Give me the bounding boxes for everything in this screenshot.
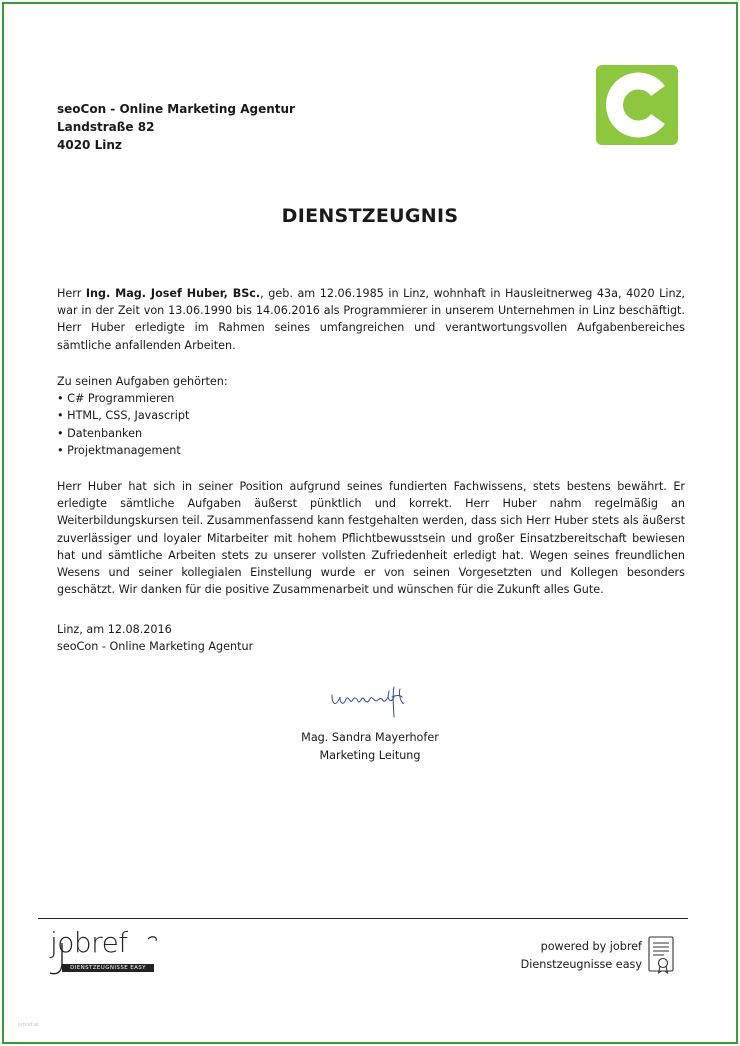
handwritten-signature bbox=[328, 683, 412, 719]
task-item: • Datenbanken bbox=[57, 425, 685, 442]
powered-line-2: Dienstzeugnisse easy bbox=[520, 957, 642, 971]
signer-block bbox=[250, 729, 490, 764]
place-date: Linz, am 12.08.2016 bbox=[57, 623, 172, 636]
footer-divider bbox=[38, 918, 688, 919]
signer-role: Marketing Leitung bbox=[319, 748, 421, 762]
task-heading: Zu seinen Aufgaben gehörten: bbox=[57, 375, 228, 388]
task-section bbox=[57, 373, 685, 459]
employee-name: Ing. Mag. Josef Huber, BSc. bbox=[85, 287, 261, 300]
closing-block bbox=[57, 621, 685, 655]
task-item: • C# Programmieren bbox=[57, 390, 685, 407]
powered-line-1: powered by jobref bbox=[540, 940, 642, 953]
powered-by bbox=[521, 938, 642, 973]
sender-city: 4020 Linz bbox=[57, 138, 122, 152]
intro-prefix: Herr bbox=[57, 287, 86, 300]
closing-company: seoCon - Online Marketing Agentur bbox=[57, 640, 254, 654]
seocon-logo-icon bbox=[596, 65, 678, 145]
signer-name: Mag. Sandra Mayerhofer bbox=[301, 731, 439, 744]
sender-street: Landstraße 82 bbox=[57, 120, 155, 134]
sender-company: seoCon - Online Marketing Agentur bbox=[57, 102, 295, 116]
task-item: • HTML, CSS, Javascript bbox=[57, 407, 685, 424]
intro-paragraph bbox=[57, 285, 685, 354]
jobref-wordmark: jobref bbox=[50, 926, 128, 959]
corner-mark: jobref.at bbox=[18, 1022, 39, 1028]
document-title: DIENSTZEUGNIS bbox=[281, 205, 459, 227]
sender-address bbox=[57, 100, 295, 154]
jobref-tagline: DIENSTZEUGNISSE EASY bbox=[62, 964, 154, 972]
assessment-paragraph: Herr Huber hat sich in seiner Position aufgrund seines fundierten Fachwissens, stets bestens bewährt. Er erledigte sämtliche Aufgaben äußerst pünktlich und korrekt. Herr Huber nahm regelmäßig an Weiterbildungskursen teil. Zusammenfassend kann festgehalten werden, dass sich Herr Huber stets als äußerst zuverlässiger und loyaler Mitarbeiter mit hohem Pflichtbewusstsein und großer Einsatzbereitschaft bewiesen hat und sämtliche Arbeiten stets zu unserer vollsten Zufriedenheit erledigt hat. Wegen seines freundlichen Wesens und seiner kollegialen Einstellung wurde er von seinen Vorgesetzten und Kollegen besonders geschätzt. Wir danken für die positive Zusammenarbeit und wünschen für die Zukunft alles Gute. bbox=[57, 480, 685, 597]
certificate-icon bbox=[646, 935, 676, 975]
task-list bbox=[57, 390, 685, 459]
task-item: • Projektmanagement bbox=[57, 442, 685, 459]
intro-rest: , geb. am 12.06.1985 in Linz, wohnhaft in Hausleitnerweg 43a, 4020 Linz, war in der Zeit von 13.06.1990 bis 14.06.2016 als Programmierer in unserem Unternehmen in Linz beschäftigt. Herr Huber erledigte im Rahmen seines umfangreichen und verantwortungsvollen Aufgabenbereiches sämtliche anfallenden Arbeiten. bbox=[57, 287, 685, 352]
